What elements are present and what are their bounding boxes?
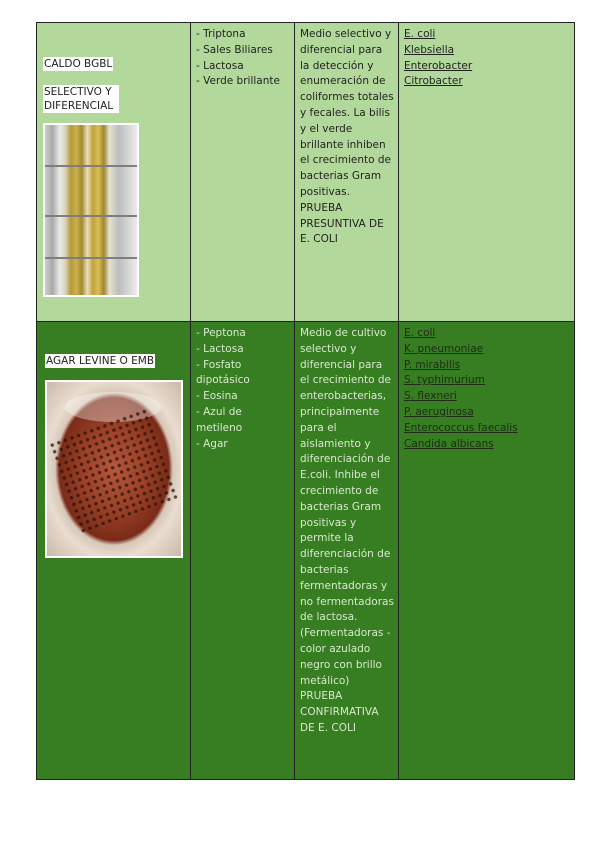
ingredient-item: - Fosfato dipotásico [196, 358, 250, 387]
ingredient-item: - Azul de metileno [196, 405, 243, 434]
organisms-cell [399, 23, 575, 322]
table-row [37, 23, 575, 322]
organism-link[interactable]: P. mirabilis [404, 358, 461, 371]
medium-name: CALDO BGBL [44, 58, 113, 70]
organism-link[interactable]: E. coli [404, 327, 436, 339]
culture-media-table [36, 22, 575, 780]
organism-link[interactable]: Citrobacter [404, 75, 463, 88]
medium-description: Medio de cultivo selectivo y diferencial para el crecimiento de enterobacterias, principalmente para el aislamiento y diferenciación de E.coli. Inhibe el crecimiento de bacterias Gram positivas y permite la diferenciación de bacterias fermentadoras y no fermentadoras de lactosa. (Fermentadoras - color azulado negro con brillo metálico) PRUEBA CONFIRMATIVA DE E. COLI [300, 327, 394, 734]
organism-link[interactable]: K. pneumoniae [404, 342, 484, 355]
description-cell [295, 23, 399, 322]
medium-name-cell [37, 23, 191, 322]
ingredient-item: - Lactosa [196, 342, 244, 355]
ingredient-item: - Lactosa [196, 59, 244, 72]
organism-link[interactable]: Candida albicans [404, 437, 494, 450]
test-tubes-photo [43, 123, 139, 297]
petri-dish-photo [45, 380, 183, 558]
organisms-cell [399, 322, 575, 780]
ingredient-item: - Triptona [196, 28, 246, 40]
description-cell [295, 322, 399, 780]
organism-link[interactable]: Enterococcus faecalis [404, 421, 518, 434]
medium-name: AGAR LEVINE O EMB [46, 355, 155, 367]
ingredients-cell [191, 322, 295, 780]
ingredients-cell [191, 23, 295, 322]
organism-link[interactable]: Enterobacter [404, 59, 473, 72]
organism-link[interactable]: S. flexneri [404, 390, 457, 403]
ingredient-item: - Peptona [196, 327, 246, 339]
ingredient-item: - Verde brillante [196, 75, 280, 88]
medium-description: Medio selectivo y diferencial para la detección y enumeración de coliformes totales y fecales. La bilis y el verde brillante inhiben el crecimiento de bacterias Gram positivas. PRUEBA PRESUNTIVA DE E. COLI [300, 28, 394, 246]
ingredient-item: - Agar [196, 437, 228, 450]
table-row [37, 322, 575, 780]
organism-link[interactable]: Klebsiella [404, 43, 455, 56]
medium-subtitle: SELECTIVO Y DIFERENCIAL [43, 85, 119, 113]
organism-link[interactable]: P. aeruginosa [404, 405, 474, 418]
ingredient-item: - Eosina [196, 390, 238, 403]
organism-link[interactable]: E. coli [404, 28, 436, 40]
organism-link[interactable]: S. typhimurium [404, 374, 485, 387]
medium-name-cell [37, 322, 191, 780]
ingredient-item: - Sales Biliares [196, 43, 273, 56]
